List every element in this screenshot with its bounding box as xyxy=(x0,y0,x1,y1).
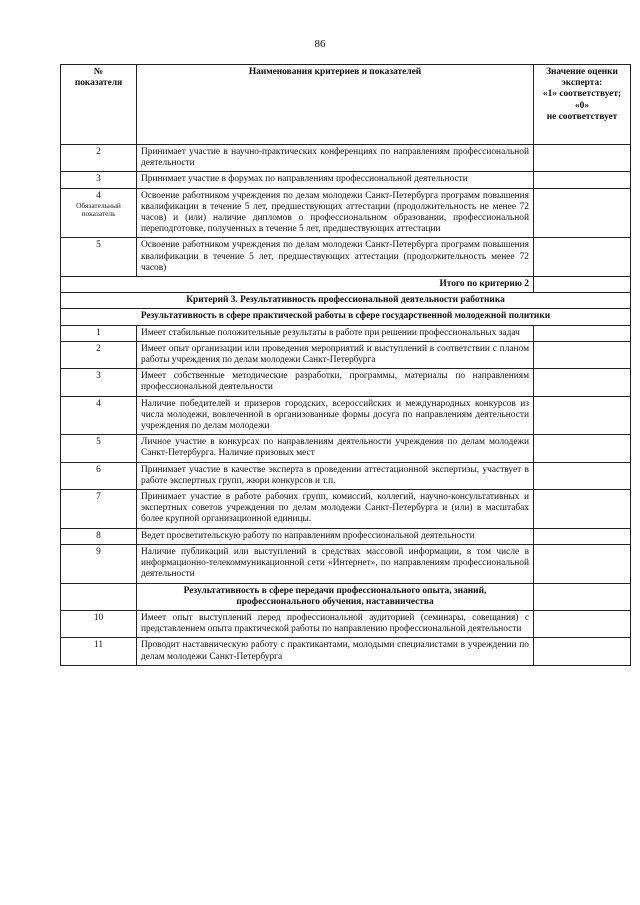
row-text: Принимает участие в работе рабочих групп, комиссий, коллегий, научно-консультативных и экспертных советов учреждения по делам молодежи Санкт-Петербурга и (или) в масштабах более крупной организационной единицы. xyxy=(137,490,534,529)
score-cell[interactable] xyxy=(534,396,631,435)
row-number: 2 xyxy=(61,145,137,172)
score-cell[interactable] xyxy=(534,638,631,665)
name-column-header: Наименования критериев и показателей xyxy=(137,65,534,145)
table-row xyxy=(61,238,631,277)
criteria-table xyxy=(60,64,631,666)
section-title: Результативность в сфере практической работы в сфере государственной молодежной политики xyxy=(61,309,631,325)
row-number: 10 xyxy=(61,610,137,637)
criterion-title: Критерий 3. Результативность профессиональной деятельности работника xyxy=(61,293,631,309)
section-row xyxy=(61,309,631,325)
row-text: Имеет опыт организации или проведения мероприятий и выступлений в соответствии с планом работы учреждения по делам молодежи Санкт-Петербурга xyxy=(137,341,534,368)
score-cell[interactable] xyxy=(534,528,631,544)
section-row xyxy=(61,583,631,610)
score-cell[interactable] xyxy=(534,188,631,238)
row-text: Ведет просветительскую работу по направлениям профессиональной деятельности xyxy=(137,528,534,544)
row-text: Наличие публикаций или выступлений в средствах массовой информации, в том числе в информационно-телекоммуникационной сети «Интернет», по направлениям профессиональной деятельности xyxy=(137,544,534,583)
score-cell[interactable] xyxy=(534,369,631,396)
score-cell[interactable] xyxy=(534,325,631,341)
table-row xyxy=(61,341,631,368)
score-cell[interactable] xyxy=(534,172,631,188)
total-row xyxy=(61,277,631,293)
row-number: 4 xyxy=(61,396,137,435)
row-text: Имеет собственные методические разработки, программы, материалы по направлениям профессиональной деятельности xyxy=(137,369,534,396)
row-number: 3 xyxy=(61,172,137,188)
row-text: Проводит наставническую работу с практикантами, молодыми специалистами в учреждении по делам молодежи Санкт-Петербурга xyxy=(137,638,534,665)
row-number: 3 xyxy=(61,369,137,396)
mandatory-note: Обязательный показатель xyxy=(76,200,121,219)
row-number: 8 xyxy=(61,528,137,544)
table-row xyxy=(61,490,631,529)
blank-cell xyxy=(534,583,631,610)
table-row xyxy=(61,462,631,489)
row-text: Принимает участие в форумах по направлениям профессиональной деятельности xyxy=(137,172,534,188)
score-cell[interactable] xyxy=(534,610,631,637)
row-number: 5 xyxy=(61,435,137,462)
row-number: 6 xyxy=(61,462,137,489)
row-number: 9 xyxy=(61,544,137,583)
row-number: 7 xyxy=(61,490,137,529)
table-row xyxy=(61,325,631,341)
section-title: Результативность в сфере передачи профессионального опыта, знаний, профессионального обучения, наставничества xyxy=(137,583,534,610)
score-cell[interactable] xyxy=(534,435,631,462)
table-row xyxy=(61,369,631,396)
value-column-header: Значение оценки эксперта: «1» соответствует; «0» не соответствует xyxy=(534,65,631,145)
row-text: Личное участие в конкурсах по направлениям деятельности учреждения по делам молодежи Санкт-Петербурга. Наличие призовых мест xyxy=(137,435,534,462)
table-row xyxy=(61,610,631,637)
page-number: 86 xyxy=(314,38,326,50)
num-column-header: № показателя xyxy=(61,65,137,145)
row-text: Освоение работником учреждения по делам молодежи Санкт-Петербурга программ повышения квалификации в течение 5 лет, предшествующих аттестации (продолжительность менее 72 часов) xyxy=(137,238,534,277)
table-row xyxy=(61,435,631,462)
row-number: 1 xyxy=(61,325,137,341)
row-text: Принимает участие в качестве эксперта в проведении аттестационной экспертизы, участвует в работе экспертных групп, жюри конкурсов и т.п. xyxy=(137,462,534,489)
row-number: 5 xyxy=(61,238,137,277)
table-row xyxy=(61,188,631,238)
table-row xyxy=(61,172,631,188)
row-number: 2 xyxy=(61,341,137,368)
row-number xyxy=(61,188,137,238)
row-text: Принимает участие в научно-практических конференциях по направлениям профессиональной деятельности xyxy=(137,145,534,172)
blank-cell xyxy=(61,583,137,610)
score-cell[interactable] xyxy=(534,238,631,277)
score-cell[interactable] xyxy=(534,462,631,489)
table-row xyxy=(61,145,631,172)
row-text: Освоение работником учреждения по делам молодежи Санкт-Петербурга программ повышения квалификации в течение 5 лет, предшествующих аттестации (продолжительность не менее 72 часов) и (или) наличие дипломов о профессиональном образовании, профессиональной переподготовке, полученных в течение 5 лет, предшествующих аттестации xyxy=(137,188,534,238)
row-text: Имеет опыт выступлений перед профессиональной аудиторией (семинары, совещания) с представлением опыта практической работы по направлению профессиональной деятельности xyxy=(137,610,534,637)
table-row xyxy=(61,528,631,544)
header-row xyxy=(61,65,631,145)
row-number-value: 4 xyxy=(96,190,101,201)
score-cell[interactable] xyxy=(534,544,631,583)
table-row xyxy=(61,638,631,665)
table-row xyxy=(61,544,631,583)
total-label: Итого по критерию 2 xyxy=(61,277,534,293)
score-cell[interactable] xyxy=(534,145,631,172)
row-text: Имеет стабильные положительные результаты в работе при решении профессиональных задач xyxy=(137,325,534,341)
criterion-row xyxy=(61,293,631,309)
row-text: Наличие победителей и призеров городских, всероссийских и международных конкурсов из числа молодежи, вовлеченной в организованные формы досуга по направлениям деятельности учреждения по делам молодежи xyxy=(137,396,534,435)
score-cell[interactable] xyxy=(534,490,631,529)
score-cell[interactable] xyxy=(534,341,631,368)
row-number: 11 xyxy=(61,638,137,665)
total-score-cell[interactable] xyxy=(534,277,631,293)
table-row xyxy=(61,396,631,435)
